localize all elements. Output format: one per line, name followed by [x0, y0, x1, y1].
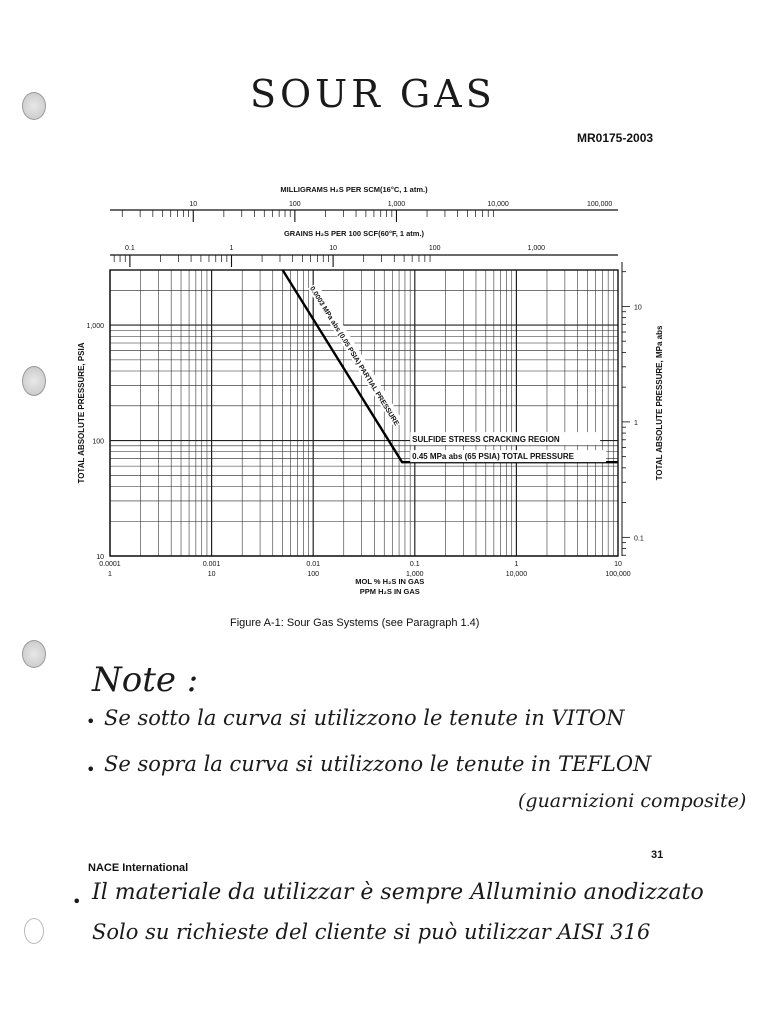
- note-heading: Note :: [92, 660, 199, 700]
- top-axis-grains-title: GRAINS H₂S PER 100 SCF(60°F, 1 atm.): [283, 229, 425, 238]
- top-axis-mg-label: 10,000: [487, 201, 509, 208]
- right-tick-label: 1: [634, 419, 638, 427]
- note-bullet-3-icon: •: [72, 892, 82, 911]
- note-line-2: Se sopra la curva si utilizzono le tenute in TEFLON: [104, 752, 652, 776]
- x-ppm-label: 10: [207, 571, 216, 578]
- chart-axes: [77, 185, 664, 596]
- partial-pressure-label: 0.0003 MPa abs (0.05 PSIA) PARTIAL PRESSURE: [308, 285, 400, 428]
- note-bullet-2-icon: •: [86, 760, 96, 779]
- note-line-1: Se sotto la curva si utilizzono le tenute in VITON: [104, 706, 625, 730]
- y-axis-title-right: TOTAL ABSOLUTE PRESSURE, MPa abs: [655, 325, 664, 481]
- y-tick-label: 10: [96, 554, 104, 561]
- top-axis-mg-label: 100,000: [587, 201, 613, 208]
- x-tick-label: 0.1: [409, 561, 420, 568]
- x-axis-title: MOL % H₂S IN GAS: [355, 577, 425, 586]
- x-ppm-label: 1: [108, 571, 112, 578]
- top-axis-grains-label: 10: [329, 245, 338, 252]
- note-line-2-continuation: (guarnizioni composite): [518, 790, 747, 812]
- figure-caption: Figure A-1: Sour Gas Systems (see Paragraph 1.4): [230, 617, 480, 629]
- note-bullet-1-icon: •: [86, 712, 96, 731]
- page-number: 31: [651, 849, 664, 861]
- x-axis-title-2: PPM H₂S IN GAS: [359, 587, 420, 596]
- chart-labels: [308, 283, 606, 462]
- x-tick-label: 0.01: [306, 561, 321, 568]
- top-axis-grains-label: 100: [428, 245, 441, 252]
- x-tick-label: 10: [614, 561, 622, 568]
- right-tick-label: 0.1: [634, 535, 644, 543]
- plot-frame: [110, 270, 618, 556]
- handwritten-title: SOUR GAS: [250, 72, 496, 116]
- ssc-region-label: SULFIDE STRESS CRACKING REGION: [412, 435, 560, 445]
- top-axis-mg-label: 1,000: [387, 201, 406, 208]
- y-axis-title-left: TOTAL ABSOLUTE PRESSURE, PSIA: [77, 342, 86, 484]
- chart-grid: [110, 270, 618, 556]
- punch-hole-3: [22, 640, 46, 668]
- x-tick-label: 0.0001: [99, 561, 121, 568]
- note-line-3: Il materiale da utilizzar è sempre Alluminio anodizzato: [92, 880, 704, 905]
- note-line-4: Solo su richieste del cliente si può utilizzar AISI 316: [92, 920, 651, 944]
- x-tick-label: 0.001: [202, 561, 221, 568]
- right-tick-label: 10: [634, 304, 642, 312]
- document-code: MR0175-2003: [577, 131, 654, 145]
- punch-hole-4: [24, 918, 44, 944]
- x-ppm-label: 10,000: [505, 571, 528, 578]
- total-pressure-label: 0.45 MPa abs (65 PSIA) TOTAL PRESSURE: [412, 452, 574, 462]
- top-axis-grains-label: 1,000: [527, 245, 546, 252]
- top-axis-mg-title: MILLIGRAMS H₂S PER SCM(16°C, 1 atm.): [280, 185, 428, 194]
- x-ppm-label: 1,000: [406, 571, 424, 578]
- y-tick-label: 100: [92, 438, 104, 446]
- y-tick-label: 1,000: [86, 323, 104, 331]
- top-axis-grains-label: 1: [229, 245, 234, 252]
- x-ppm-label: 100: [307, 571, 320, 578]
- top-axis-mg-label: 10: [189, 201, 198, 208]
- x-ppm-label: 100,000: [605, 571, 631, 578]
- x-tick-label: 1: [514, 561, 519, 568]
- top-axis-grains-label: 0.1: [125, 245, 135, 252]
- top-axis-mg-label: 100: [289, 201, 301, 208]
- publisher: NACE International: [88, 862, 189, 874]
